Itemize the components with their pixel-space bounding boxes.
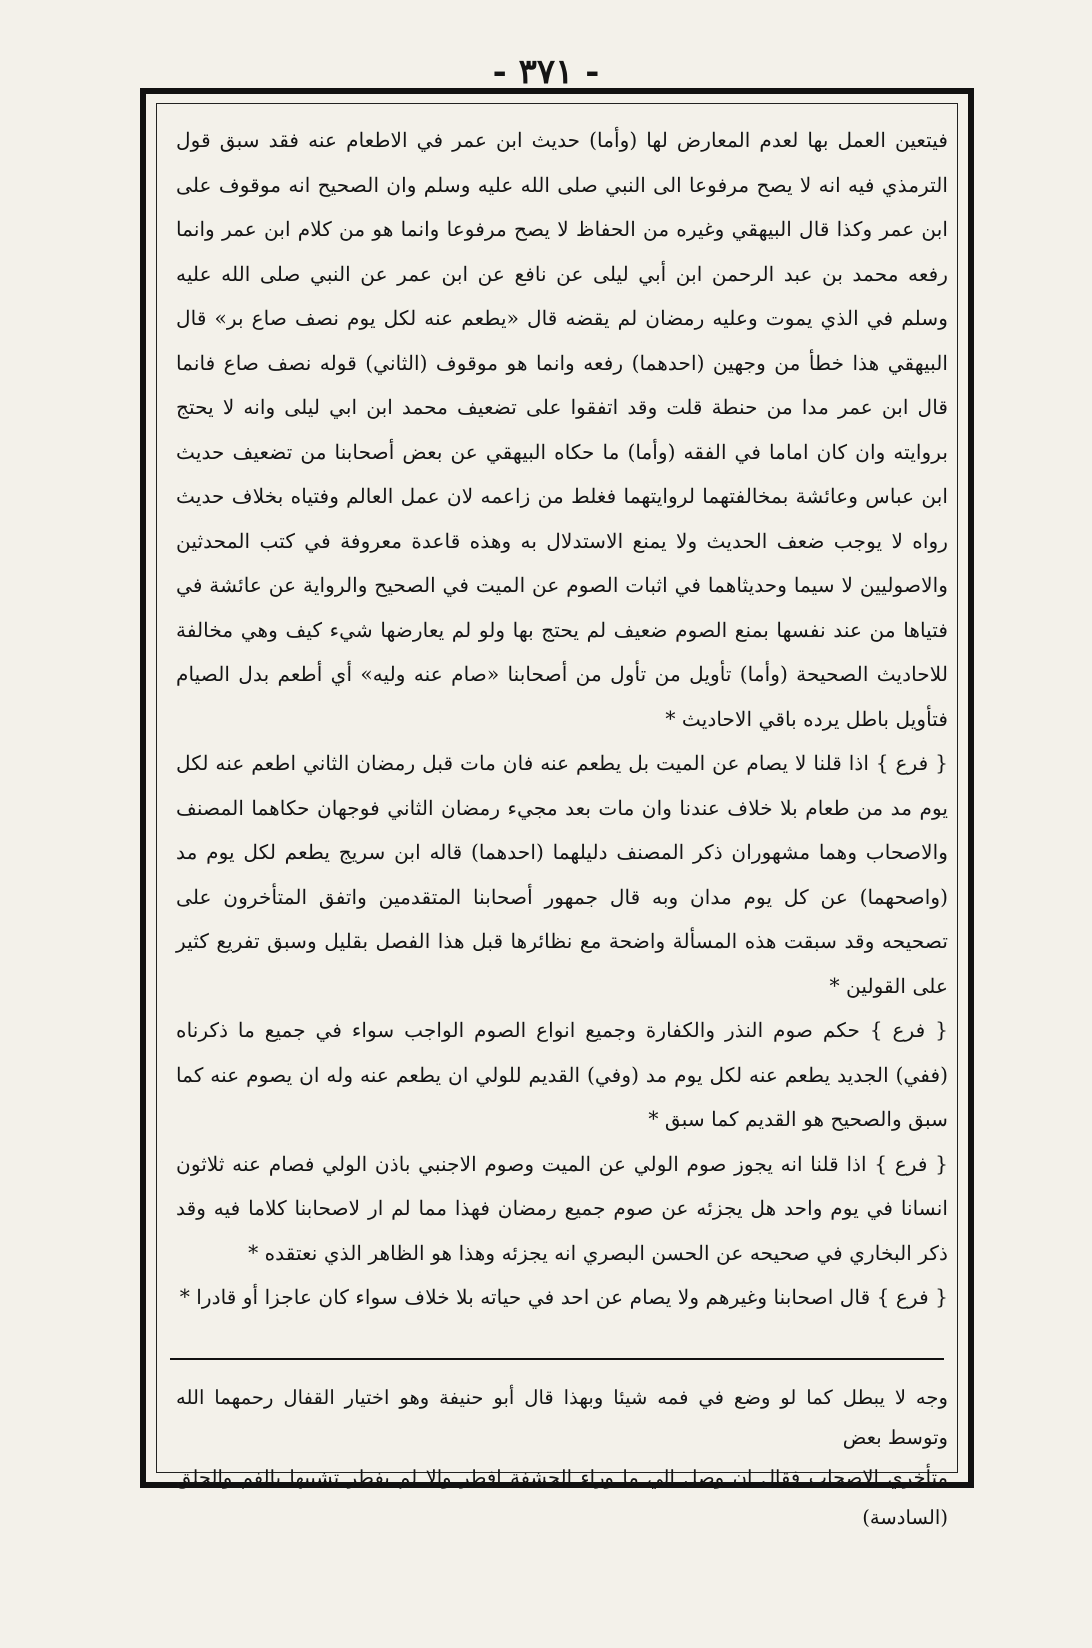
paragraph-fara-1: { فرع } اذا قلنا لا يصام عن الميت بل يطعم عنه فان مات قبل رمضان الثاني اطعم عنه لكل يوم مد من طعام بلا خلاف عندنا وان مات بعد مجيء رمضان الثاني فوجهان حكاهما المصنف والاصحاب وهما مشهوران ذكر المصنف دليلهما (احدهما) قاله ابن سريج يطعم لكل يوم مد (واصحهما) عن كل يوم مدان وبه قال جمهور أصحابنا المتقدمين واتفق المتأخرون على تصحيحه وقد سبقت هذه المسألة واضحة مع نظائرها قبل هذا الفصل بقليل وسبق تفريع كثير على القولين *	[176, 751, 948, 998]
paragraph-fara-2: { فرع } حكم صوم النذر والكفارة وجميع انواع الصوم الواجب سواء في جميع ما ذكرناه (ففي) الجديد يطعم عنه لكل يوم مد (وفي) القديم للولي ان يطعم عنه وله ان يصوم عنه كما سبق والصحيح هو القديم كما سبق *	[176, 1018, 948, 1131]
footnote-line-2: متأخري الاصحاب فقال ان وصل الي ما وراء الحشفة افطر والا لم يفطر تشبيها بالفم والحلق (السادسة)	[176, 1466, 948, 1529]
page-number: - ٣٧١ -	[492, 52, 600, 92]
footnote-line-1: وجه لا يبطل كما لو وضع في فمه شيئا وبهذا قال أبو حنيفة وهو اختيار القفال رحمهما الله وتوسط بعض	[176, 1386, 948, 1449]
paragraph-hadith-discussion: فيتعين العمل بها لعدم المعارض لها (وأما) حديث ابن عمر في الاطعام عنه فقد سبق قول الترمذي فيه انه لا يصح مرفوعا الى النبي صلى الله عليه وسلم وان الصحيح انه موقوف على ابن عمر وكذا قال البيهقي وغيره من الحفاظ لا يصح مرفوعا وانما هو من كلام ابن عمر وانما رفعه محمد بن عبد الرحمن ابن أبي ليلى عن نافع عن ابن عمر عن النبي صلى الله عليه وسلم في الذي يموت وعليه رمضان لم يقضه قال «يطعم عنه لكل يوم نصف صاع بر» قال البيهقي هذا خطأ من وجهين (احدهما) رفعه وانما هو موقوف (الثاني) قوله نصف صاع فانما قال ابن عمر مدا من حنطة قلت وقد اتفقوا على تضعيف محمد ابن ابي ليلى وانه لا يحتج بروايته وان كان اماما في الفقه (وأما) ما حكاه البيهقي عن بعض أصحابنا من تضعيف حديث ابن عباس وعائشة بمخالفتهما لروايتهما فغلط من زاعمه لان عمل العالم وفتياه بخلاف حديث رواه لا يوجب ضعف الحديث ولا يمنع الاستدلال به وهذه قاعدة معروفة في كتب المحدثين والاصوليين لا سيما وحديثاهما في اثبات الصوم عن الميت في الصحيح والرواية عن عائشة في فتياها من عند نفسها بمنع الصوم ضعيف لم يحتج بها ولو لم يعارضها شيء كيف وهي مخالفة للاحاديث الصحيحة (وأما) تأويل من تأول من أصحابنا «صام عنه وليه» أي أطعم بدل الصيام فتأويل باطل يرده باقي الاحاديث *	[176, 128, 948, 731]
footnote-divider	[170, 1358, 944, 1360]
paragraph-fara-3: { فرع } اذا قلنا انه يجوز صوم الولي عن الميت وصوم الاجنبي باذن الولي فصام عنه ثلاثون انسانا في يوم واحد هل يجزئه عن صوم جميع رمضان فهذا مما لم ار لاصحابنا كلاما فيه وقد ذكر البخاري في صحيحه عن الحسن البصري انه يجزئه وهذا هو الظاهر الذي نعتقده *	[176, 1151, 948, 1265]
paragraph-fara-4: { فرع } قال اصحابنا وغيرهم ولا يصام عن احد في حياته بلا خلاف سواء كان عاجزا أو قادرا *	[179, 1285, 948, 1309]
footnote-text	[176, 1378, 948, 1538]
